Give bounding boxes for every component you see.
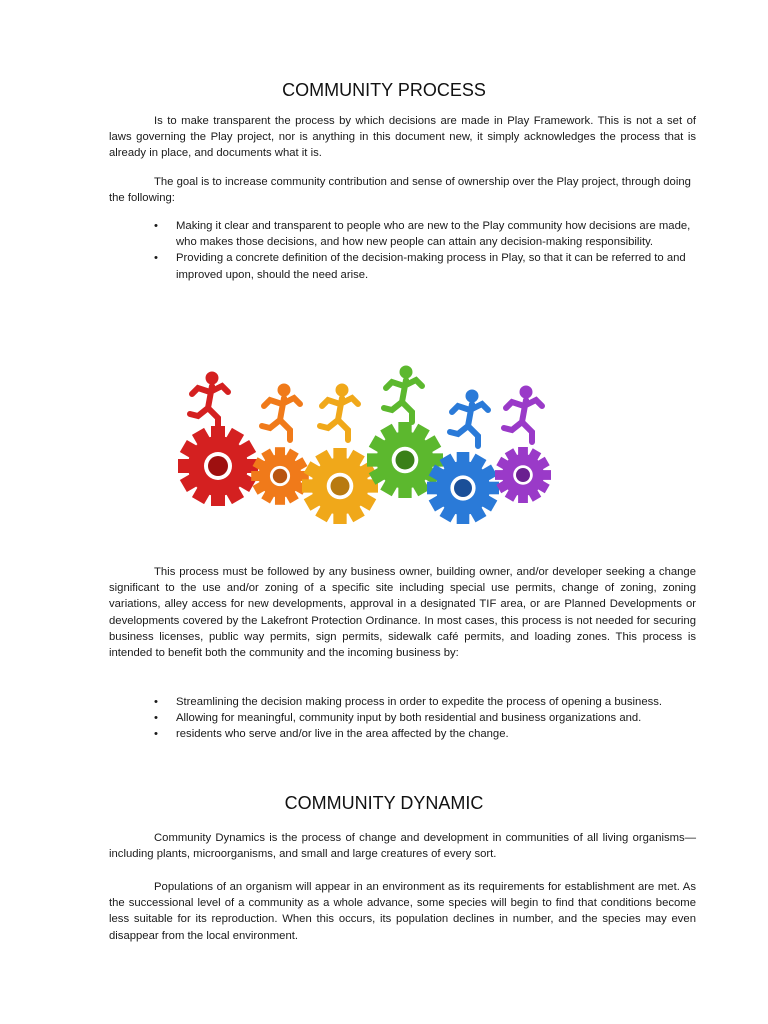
bullet-icon: • — [154, 728, 158, 741]
list-item — [109, 694, 696, 710]
heading-community-process: COMMUNITY PROCESS — [282, 80, 486, 100]
list-item — [109, 250, 696, 282]
paragraph-text: The goal is to increase community contribution and sense of ownership over the Play project, through doing the following: — [109, 176, 691, 205]
bullet-icon: • — [154, 220, 158, 232]
process-paragraph — [109, 564, 696, 661]
benefit-list — [109, 694, 696, 743]
list-item-text: residents who serve and/or live in the area affected by the change. — [176, 728, 509, 741]
intro-paragraph — [109, 113, 696, 162]
gears-with-running-figures-icon — [150, 338, 646, 550]
paragraph-text: This process must be followed by any business owner, building owner, and/or developer seeking a change significant to the use and/or zoning of a specific site including special use permits, change of zoning, zoning variations, alley access for new developments, approval in a designated TIF area, or are Planned Developments or developments covered by the Lakefront Protection Ordinance. In most cases, this process is not needed for securing business licenses, public way permits, sign permits, sidewalk café permits, and loading zones. This process is intended to benefit both the community and the incoming business by: — [109, 566, 696, 660]
list-item-text: Providing a concrete definition of the decision-making process in Play, so that it can be referred to and improved upon, should the need arise. — [176, 252, 686, 281]
paragraph-text: Is to make transparent the process by which decisions are made in Play Framework. This is not a set of laws governing the Play project, nor is anything in this document new, it simply acknowledges the process that is already in place, and documents what it is. — [109, 115, 696, 160]
dynamics-paragraph — [109, 830, 696, 862]
bullet-icon: • — [154, 252, 158, 265]
list-item — [109, 218, 696, 250]
goal-paragraph — [109, 174, 696, 206]
goal-list — [109, 218, 696, 283]
bullet-icon: • — [154, 712, 158, 725]
bullet-icon: • — [154, 696, 158, 708]
list-item — [109, 710, 696, 726]
list-item-text: Allowing for meaningful, community input by both residential and business organizations and. — [176, 712, 642, 725]
list-item-text: Making it clear and transparent to people who are new to the Play community how decisions are made, who makes those decisions, and how new people can attain any decision-making responsibility. — [176, 220, 691, 249]
paragraph-text: Populations of an organism will appear in an environment as its requirements for establishment are met. As the successional level of a community as a whole advance, some species will begin to find that conditions become less suitable for its reproduction. When this occurs, its population declines in number, and the species may even disappear from the local environment. — [109, 881, 696, 942]
paragraph-text: Community Dynamics is the process of change and development in communities of all living organisms—including plants, microorganisms, and small and large creatures of every sort. — [109, 832, 696, 861]
populations-paragraph — [109, 879, 696, 944]
list-item — [109, 726, 696, 742]
list-item-text: Streamlining the decision making process in order to expedite the process of opening a business. — [176, 696, 663, 708]
heading-community-dynamic: COMMUNITY DYNAMIC — [284, 793, 484, 813]
